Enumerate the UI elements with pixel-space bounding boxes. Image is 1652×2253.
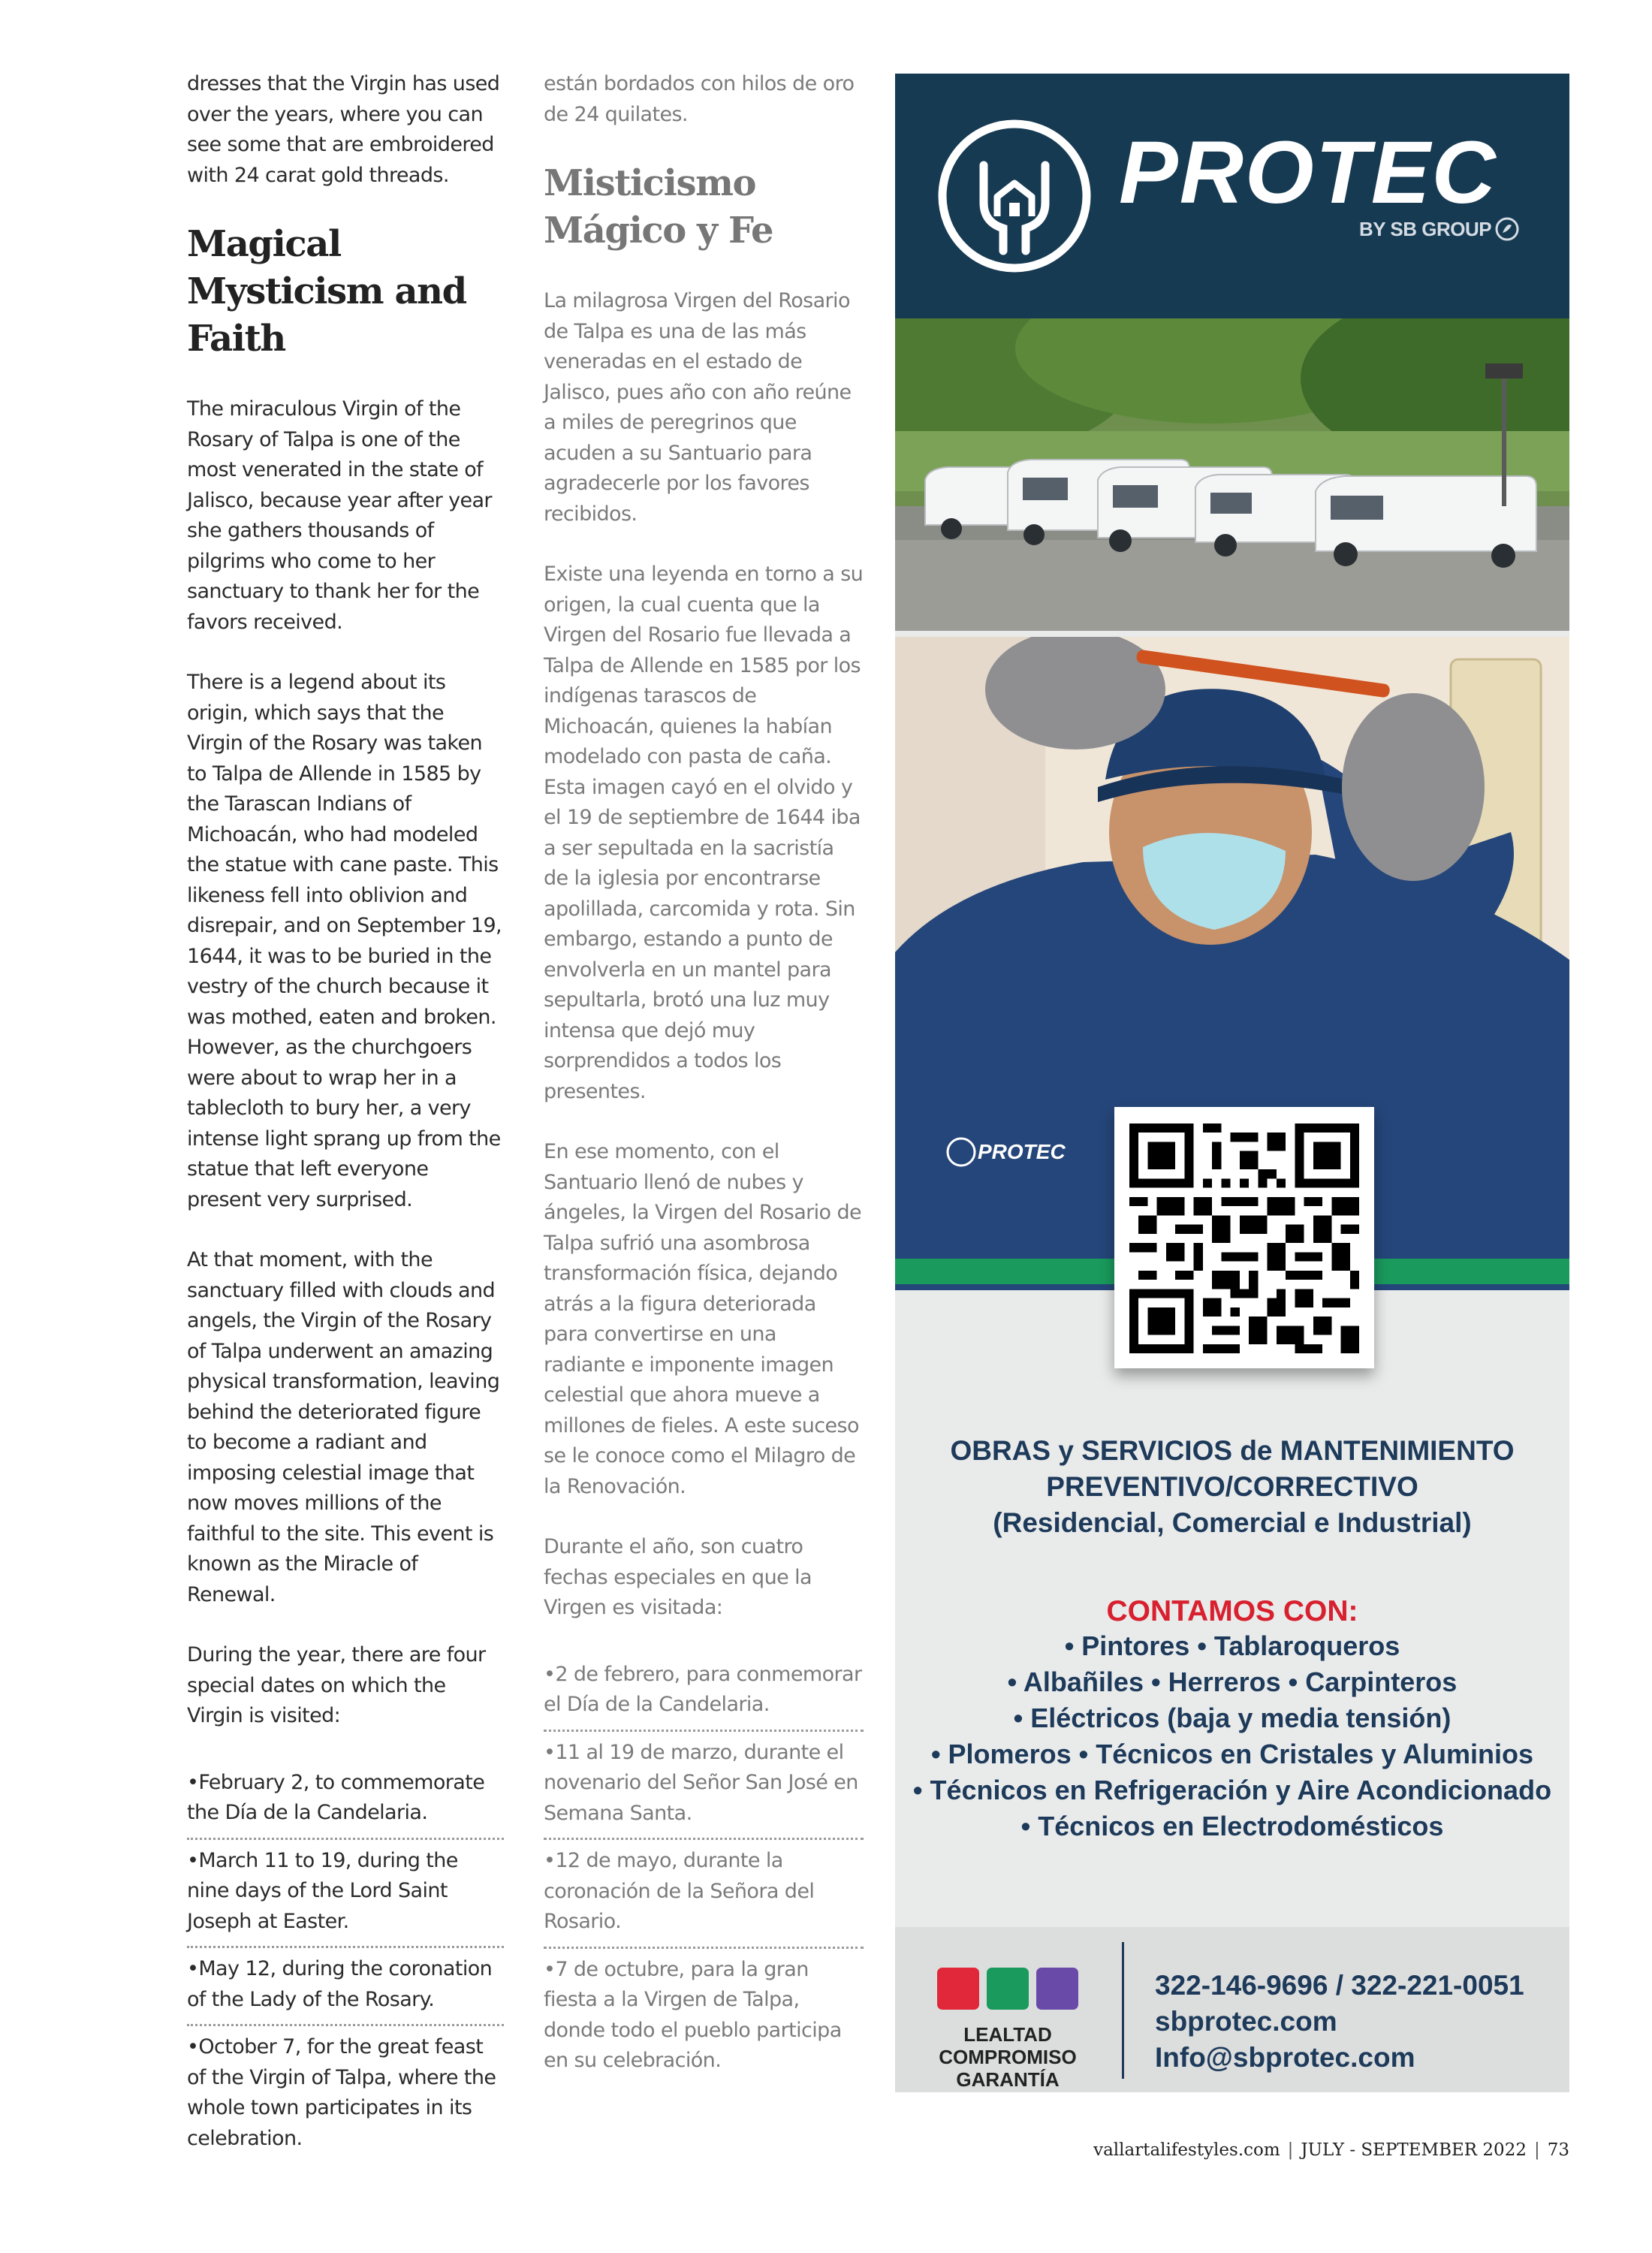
spanish-column: [544, 69, 864, 2086]
footer-separator: |: [1287, 2140, 1294, 2160]
list-item: •7 de octubre, para la gran fiesta a la Virgen de Talpa, donde todo el pueblo participa en su celebración.: [544, 1957, 842, 2072]
green-square-icon: [987, 1968, 1029, 2010]
service-line: • Técnicos en Electrodomésticos: [1020, 1811, 1444, 1841]
english-paragraph: The miraculous Virgin of the Rosary of Talpa is one of the most venerated in the state of Jalisco, because year after year she gathers thousands of pilgrims who come to her sanctuary to thank her for the favors received.: [187, 397, 492, 634]
footer-separator: |: [1533, 2140, 1540, 2160]
list-item: •February 2, to commemorate the Día de la Candelaria.: [187, 1762, 504, 1840]
spanish-paragraph: Existe una leyenda en torno a su origen, la cual cuenta que la Virgen del Rosario fue llevada a Talpa de Allende en 1585 por los indígenas tarascos de Michoacán, quienes la habían modelado con pasta de caña. Esta imagen cayó en el olvido y el 19 de septiembre de 1644 iba a ser sepultada en la sacristía de la iglesia por encontrarse apolillada, carcomida y rota. Sin embargo, estando a punto de envolverla en un mantel para sepultarla, brotó una luz muy intensa que dejó muy sorprendidos a todos los presentes.: [544, 562, 864, 1103]
english-heading: Magical Mysticism and Faith: [187, 223, 466, 360]
value-label: LEALTAD: [963, 2023, 1052, 2046]
protec-advertisement: [895, 74, 1569, 2092]
service-line: • Técnicos en Refrigeración y Aire Acondicionado: [912, 1775, 1552, 1805]
value-label: GARANTÍA: [956, 2068, 1060, 2091]
english-paragraph: At that moment, with the sanctuary filled with clouds and angels, the Virgin of the Rosary of Talpa underwent an amazing physical transformation, leaving behind the deteriorated figure to become a radiant and imposing celestial image that now moves millions of the faithful to the site. This event is known as the Miracle of Renewal.: [187, 1248, 500, 1606]
spanish-paragraph: Durante el año, son cuatro fechas especiales en que la Virgen es visitada:: [544, 1535, 812, 1619]
english-paragraph: There is a legend about its origin, which says that the Virgin of the Rosary was taken to Talpa de Allende in 1585 by the Tarascan Indians of Michoacán, who had modeled the statue with cane paste. This likeness fell into oblivion and disrepair, and on September 19, 1644, it was to be buried in the vestry of the church because it was mothed, eaten and broken. However, as the churchgoers were about to wrap her in a tablecloth to bury her, a very intense light sprang up from the statue that left everyone present very surprised.: [187, 671, 502, 1211]
red-square-icon: [937, 1968, 979, 2010]
list-item: •2 de febrero, para conmemorar el Día de la Candelaria.: [544, 1654, 864, 1732]
spanish-intro: están bordados con hilos de oro de 24 quilates.: [544, 72, 855, 126]
footer-divider: [1122, 1942, 1124, 2079]
brand-values: [895, 2023, 1120, 2091]
spanish-heading: Misticismo Mágico y Fe: [544, 162, 773, 252]
ad-contact-footer: [895, 1927, 1569, 2092]
qr-code: [1129, 1123, 1359, 1353]
footer-issue: JULY - SEPTEMBER 2022: [1301, 2140, 1527, 2160]
brand-byline: BY SB GROUP: [1359, 218, 1492, 240]
sb-group-icon: [1494, 216, 1520, 242]
english-date-list: [187, 1762, 504, 2164]
protec-logo-icon: [937, 119, 1092, 273]
website-link[interactable]: sbprotec.com: [1155, 2006, 1337, 2037]
spanish-paragraph: La milagrosa Virgen del Rosario de Talpa es una de las más veneradas en el estado de Jalisco, pues año con año reúne a miles de peregrinos que acuden a su Santuario para agradecerle por los favores recibidos.: [544, 289, 852, 526]
email-link[interactable]: Info@sbprotec.com: [1155, 2042, 1415, 2073]
footer-site[interactable]: vallartalifestyles.com: [1093, 2140, 1280, 2160]
page-footer: [901, 2140, 1569, 2160]
english-intro: dresses that the Virgin has used over the years, where you can see some that are embroidered with 24 carat gold threads.: [187, 72, 500, 187]
contact-info: [1155, 1968, 1524, 2076]
vans-photo: [895, 318, 1569, 631]
services-title: [895, 1433, 1569, 1541]
uniform-brand-label: PROTEC: [978, 1140, 1066, 1163]
list-item: •May 12, during the coronation of the Lady of the Rosary.: [187, 1948, 504, 2026]
brand-name: PROTEC: [1119, 123, 1497, 222]
page-number: 73: [1547, 2140, 1569, 2160]
services-title-line: (Residencial, Comercial e Industrial): [993, 1507, 1472, 1538]
services-title-line: OBRAS y SERVICIOS de MANTENIMIENTO: [950, 1435, 1515, 1466]
service-line: • Eléctricos (baja y media tensión): [1013, 1703, 1452, 1733]
spanish-paragraph: En ese momento, con el Santuario llenó de nubes y ángeles, la Virgen del Rosario de Talpa sufrió una asombrosa transformación física, dejando atrás a la figura deteriorada para convertirse en una radiante e imponente imagen celestial que ahora mueve a millones de fieles. A este suceso se le conoce como el Milagro de la Renovación.: [544, 1140, 861, 1498]
qr-code-card: [1114, 1107, 1374, 1368]
service-line: • Plomeros • Técnicos en Cristales y Aluminios: [930, 1739, 1534, 1769]
list-item: •March 11 to 19, during the nine days of the Lord Saint Joseph at Easter.: [187, 1840, 504, 1949]
english-column: [187, 69, 504, 2163]
list-item: •October 7, for the great feast of the Virgin of Talpa, where the whole town participates in its celebration.: [187, 2035, 496, 2150]
spanish-date-list: [544, 1654, 864, 2086]
purple-square-icon: [1036, 1968, 1078, 2010]
services-title-line: PREVENTIVO/CORRECTIVO: [1046, 1471, 1418, 1502]
phone-numbers: 322-146-9696 / 322-221-0051: [1155, 1970, 1524, 2001]
english-paragraph: During the year, there are four special dates on which the Virgin is visited:: [187, 1643, 486, 1727]
ad-header: [895, 74, 1569, 318]
list-item: •11 al 19 de marzo, durante el novenario del Señor San José en Semana Santa.: [544, 1732, 864, 1841]
services-list: [895, 1628, 1569, 1844]
service-line: • Albañiles • Herreros • Carpinteros: [1007, 1666, 1458, 1697]
value-label: COMPROMISO: [939, 2046, 1077, 2068]
service-line: • Pintores • Tablaroqueros: [1064, 1630, 1400, 1661]
contamos-heading: CONTAMOS CON:: [1106, 1595, 1358, 1627]
list-item: •12 de mayo, durante la coronación de la Señora del Rosario.: [544, 1840, 864, 1949]
